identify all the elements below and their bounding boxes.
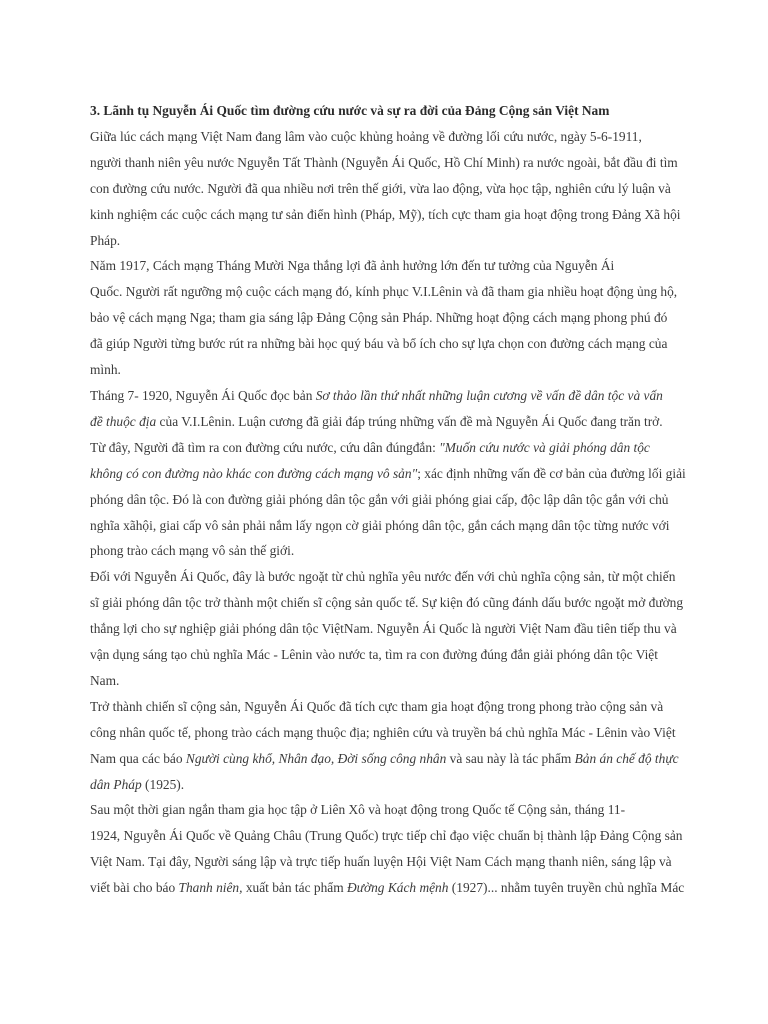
paragraph [90, 383, 686, 564]
text-line [90, 616, 686, 642]
text-run: thắng lợi cho sự nghiệp giải phóng dân tộc ViệtNam. Nguyễn Ái Quốc là người Việt Nam đầu tiên tiếp thu và [90, 621, 677, 637]
document-body [90, 124, 686, 901]
italic-text-run: không có con đường nào khác con đường cách mạng vô sản" [90, 465, 418, 481]
text-run: viết bài cho báo [90, 880, 179, 896]
document-page [90, 98, 686, 901]
text-run: Nam. [90, 672, 120, 688]
text-line [90, 538, 686, 564]
text-line [90, 124, 686, 150]
text-run: nghĩa xãhội, giai cấp vô sản phải nắm lấy ngọn cờ giải phóng dân tộc, gắn cách mạng dân tộc từng nước với [90, 517, 670, 533]
text-line [90, 409, 686, 435]
text-run: mình. [90, 362, 121, 378]
text-run: Trở thành chiến sĩ cộng sản, Nguyễn Ái Quốc đã tích cực tham gia hoạt động trong phong trào cộng sản và [90, 698, 664, 714]
text-line [90, 694, 686, 720]
italic-text-run: "Muốn cứu nước và giải phóng dân tộc [439, 439, 650, 455]
text-run: và sau này là tác phẩm [446, 750, 575, 766]
text-run: Từ đây, Người đã tìm ra con đường cứu nước, cứu dân đúngđắn: [90, 439, 440, 455]
text-line [90, 253, 686, 279]
text-line [90, 461, 686, 487]
text-line [90, 772, 686, 798]
text-line [90, 642, 686, 668]
text-line [90, 564, 686, 590]
text-run: ; xác định những vấn đề cơ bản của đường lối giải [417, 465, 686, 481]
text-line [90, 228, 686, 254]
text-run: (1927)... nhằm tuyên truyền chủ nghĩa Mác [448, 880, 685, 896]
italic-text-run: Đường Kách mệnh [346, 880, 449, 896]
text-line [90, 668, 686, 694]
text-run: Đối với Nguyễn Ái Quốc, đây là bước ngoặt từ chủ nghĩa yêu nước đến với chủ nghĩa cộng sản, từ một chiến [90, 569, 676, 585]
text-line [90, 383, 686, 409]
text-line [90, 435, 686, 461]
text-line [90, 797, 686, 823]
italic-text-run: Thanh niên, [178, 880, 243, 896]
text-run: Nam qua các báo [90, 750, 186, 766]
text-line [90, 823, 686, 849]
text-run: Pháp. [90, 232, 121, 248]
text-run: phóng dân tộc. Đó là con đường giải phóng dân tộc gắn với giải phóng giai cấp, độc lập dân tộc gắn với chủ [90, 491, 669, 507]
italic-text-run: Sơ thảo lần thứ nhất những luận cương về vấn đề dân tộc và vấn [315, 387, 663, 403]
text-run: con đường cứu nước. Người đã qua nhiều nơi trên thế giới, vừa lao động, vừa học tập, nghiên cứu lý luận và [90, 180, 671, 196]
text-line [90, 513, 686, 539]
text-line [90, 746, 686, 772]
text-run: Tháng 7- 1920, Nguyễn Ái Quốc đọc bản [90, 387, 316, 403]
text-run: (1925). [141, 776, 185, 792]
text-run: đã giúp Người từng bước rút ra những bài học quý báu và bổ ích cho sự lựa chọn con đường cách mạng của [90, 336, 668, 352]
italic-text-run: Bản án chế độ thực [574, 750, 679, 766]
text-run: sĩ giải phóng dân tộc trở thành một chiến sĩ cộng sản quốc tế. Sự kiện đó cũng đánh dấu bước ngoặt mở đường [90, 595, 684, 611]
text-line [90, 176, 686, 202]
text-run: Năm 1917, Cách mạng Tháng Mười Nga thắng lợi đã ảnh hưởng lớn đến tư tưởng của Nguyễn Ái [90, 258, 615, 274]
text-run: Giữa lúc cách mạng Việt Nam đang lâm vào cuộc khủng hoảng về đường lối cứu nước, ngày 5-6-1911, [90, 128, 642, 144]
text-line [90, 590, 686, 616]
text-run: Sau một thời gian ngắn tham gia học tập ở Liên Xô và hoạt động trong Quốc tế Cộng sản, tháng 11- [90, 802, 626, 818]
paragraph [90, 253, 686, 383]
text-line [90, 875, 686, 901]
text-run: của V.I.Lênin. Luận cương đã giải đáp trúng những vấn đề mà Nguyễn Ái Quốc đang trăn trở. [156, 413, 663, 429]
text-run: người thanh niên yêu nước Nguyễn Tất Thành (Nguyễn Ái Quốc, Hồ Chí Minh) ra nước ngoài, bắt đầu đi tìm [90, 154, 678, 170]
text-run: Quốc. Người rất ngưỡng mộ cuộc cách mạng đó, kính phục V.I.Lênin và đã tham gia nhiều hoạt động ủng hộ, [90, 284, 678, 300]
text-line [90, 487, 686, 513]
text-run: xuất bản tác phẩm [242, 880, 347, 896]
paragraph [90, 797, 686, 901]
text-line [90, 279, 686, 305]
text-line [90, 357, 686, 383]
text-line [90, 331, 686, 357]
text-line [90, 202, 686, 228]
paragraph [90, 694, 686, 798]
text-line [90, 305, 686, 331]
text-run: 1924, Nguyễn Ái Quốc về Quảng Châu (Trung Quốc) trực tiếp chỉ đạo việc chuẩn bị thành lập Đảng Cộng sản [90, 828, 683, 844]
text-run: vận dụng sáng tạo chủ nghĩa Mác - Lênin vào nước ta, tìm ra con đường đúng đắn giải phóng dân tộc Việt [90, 647, 658, 663]
italic-text-run: đề thuộc địa [90, 413, 157, 429]
paragraph [90, 564, 686, 694]
text-line [90, 150, 686, 176]
text-run: phong trào cách mạng vô sản thế giới. [90, 543, 295, 559]
italic-text-run: Người cùng khổ, Nhân đạo, Đời sống công nhân [185, 750, 447, 766]
paragraph [90, 124, 686, 254]
text-run: công nhân quốc tế, phong trào cách mạng thuộc địa; nghiên cứu và truyền bá chủ nghĩa Mác - Lênin vào Việt [90, 724, 676, 740]
italic-text-run: dân Pháp [90, 776, 142, 792]
text-run: kinh nghiệm các cuộc cách mạng tư sản điển hình (Pháp, Mỹ), tích cực tham gia hoạt động trong Đảng Xã hội [90, 206, 681, 222]
section-heading: 3. Lãnh tụ Nguyễn Ái Quốc tìm đường cứu nước và sự ra đời của Đảng Cộng sản Việt Nam [90, 103, 610, 118]
text-line [90, 720, 686, 746]
text-run: Việt Nam. Tại đây, Người sáng lập và trực tiếp huấn luyện Hội Việt Nam Cách mạng thanh niên, sáng lập và [90, 854, 672, 870]
text-run: bảo vệ cách mạng Nga; tham gia sáng lập Đảng Cộng sản Pháp. Những hoạt động cách mạng phong phú đó [90, 310, 668, 326]
text-line [90, 849, 686, 875]
